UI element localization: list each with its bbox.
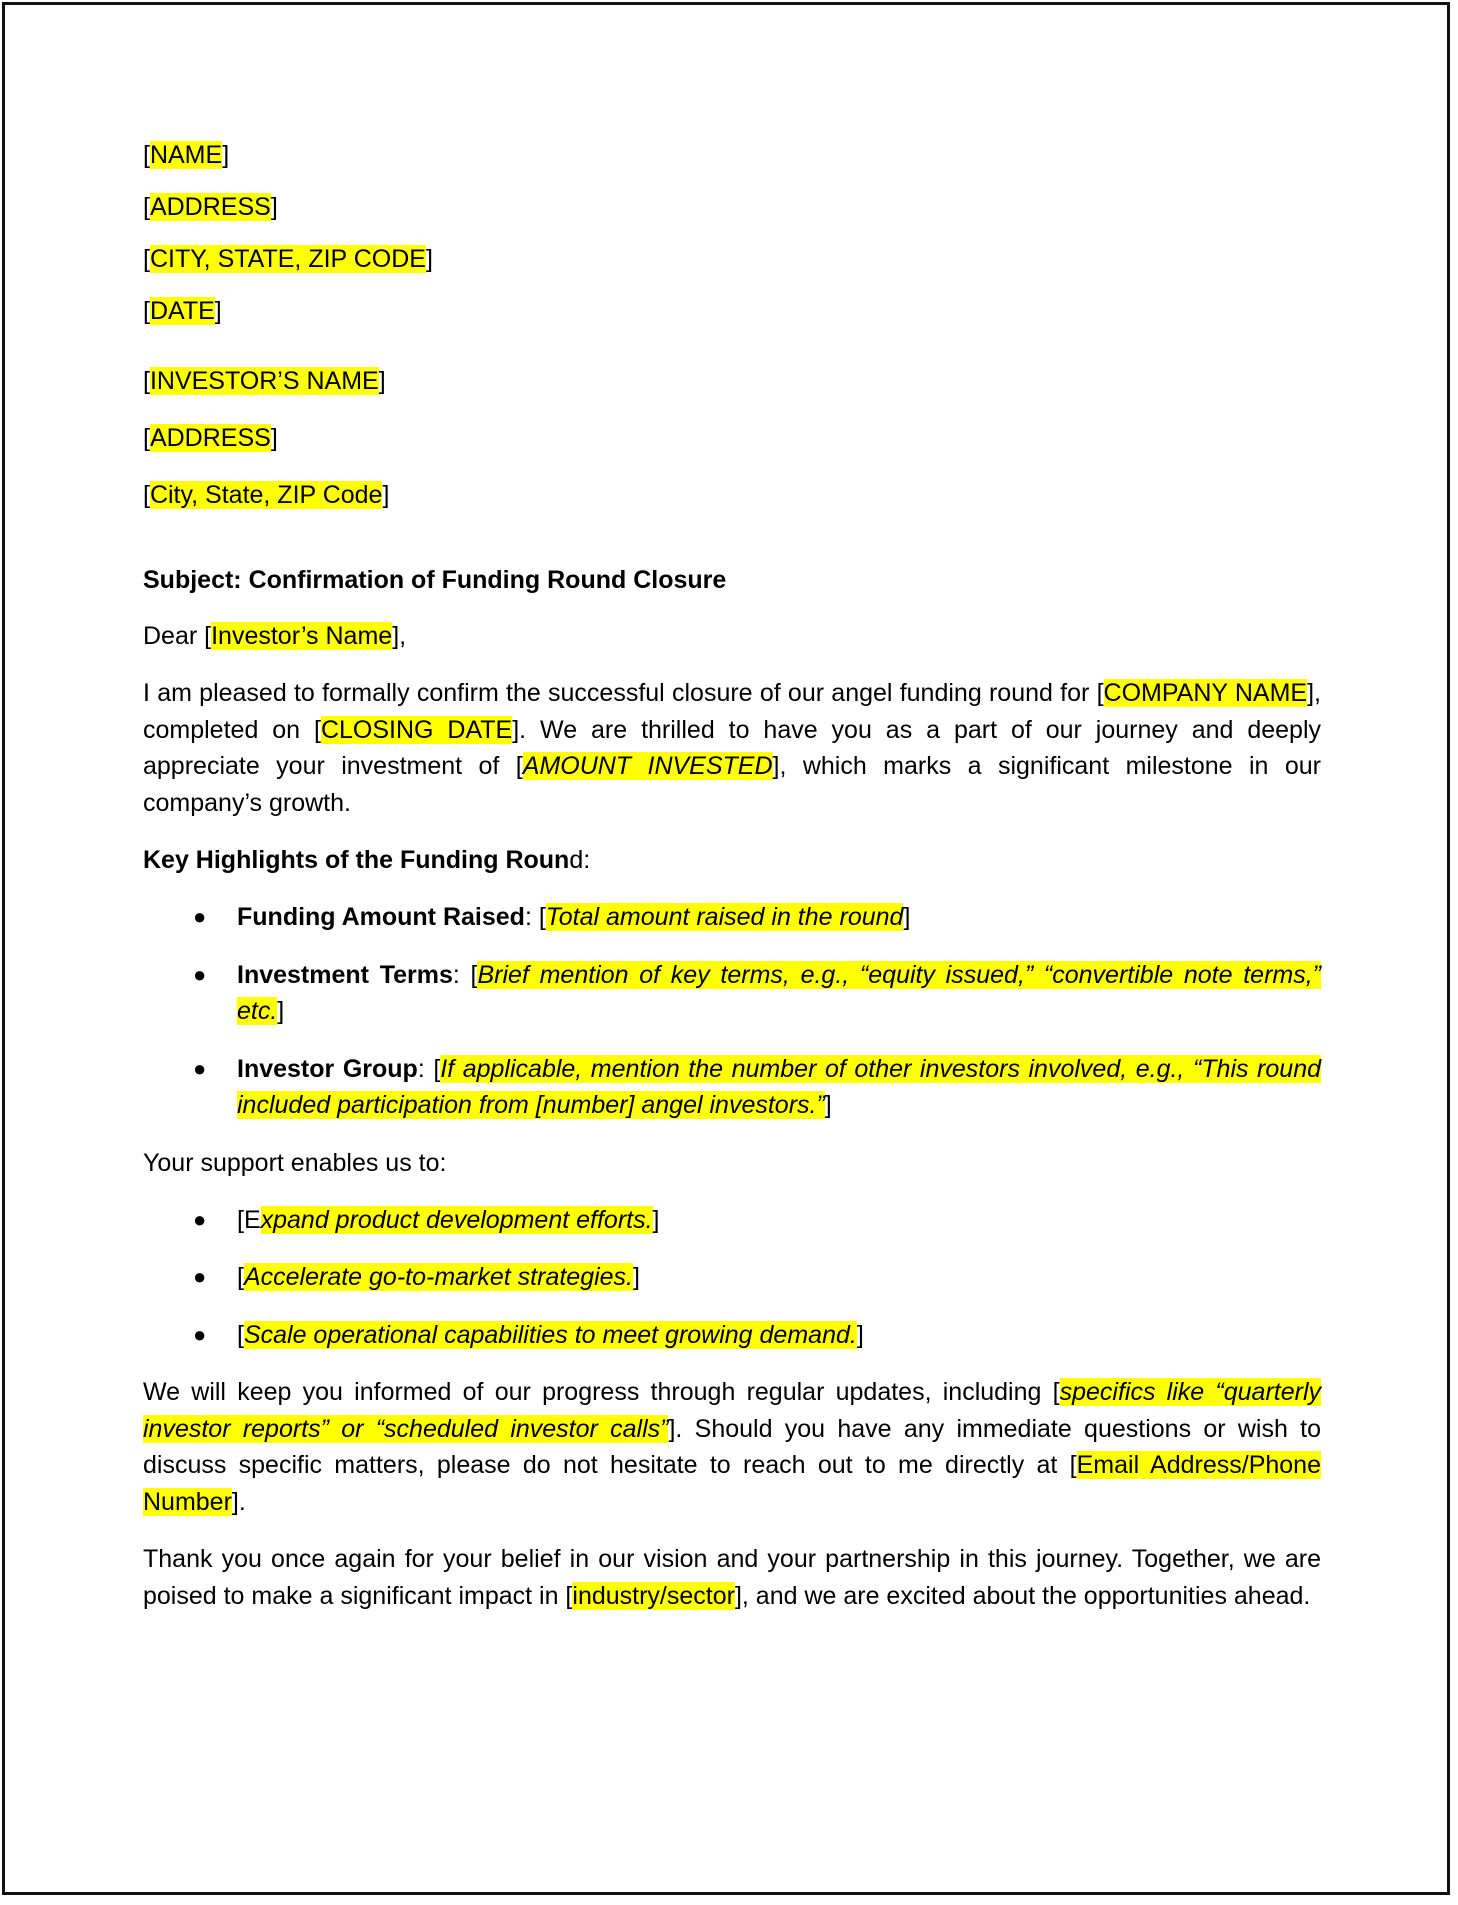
support-list	[143, 1202, 1321, 1354]
bullet-icon: ●	[193, 904, 207, 929]
letter-page	[2, 2, 1450, 1895]
salutation	[143, 618, 1321, 654]
highlight-sep: : [	[524, 903, 546, 931]
recipient-block	[143, 363, 1321, 513]
bullet-icon: ●	[193, 961, 207, 987]
list-item	[143, 1051, 1321, 1124]
sender-address-line: [ADDRESS]	[143, 193, 278, 221]
contact-placeholder: Email Address/Phone Number	[143, 1451, 1321, 1516]
closing-text-1: Thank you once again for your belief in our vision and your partnership in this journey. Together, we are poised to make a significant impact in [	[143, 1545, 1321, 1610]
recipient-address-line: [ADDRESS]	[143, 424, 278, 452]
subject-text: Subject: Confirmation of Funding Round Closure	[143, 566, 727, 594]
sender-name: NAME	[149, 141, 223, 169]
letter-body	[143, 137, 1321, 1614]
sender-address: ADDRESS	[149, 193, 271, 221]
list-item	[143, 957, 1321, 1030]
highlight-end: ]	[903, 903, 911, 931]
sender-city-line: [CITY, STATE, ZIP CODE]	[143, 245, 433, 273]
intro-text-3: ]. We are thrilled to have you as a part of our journey and deeply appreciate your investment of [	[143, 715, 1321, 780]
highlight-text: Total amount raised in the round	[545, 903, 904, 931]
subject-line	[143, 562, 1321, 598]
bullet-icon: ●	[193, 1321, 207, 1347]
highlights-list	[143, 899, 1321, 1124]
intro-text-4: ], which marks a significant milestone in our company’s growth.	[143, 752, 1321, 817]
recipient-name: INVESTOR’S NAME	[149, 367, 379, 395]
highlight-text: If applicable, mention the number of other investors involved, e.g., “This round included participation from [number] angel investors.”	[237, 1054, 1321, 1119]
sender-city-state-zip: CITY, STATE, ZIP CODE	[149, 245, 426, 273]
highlight-label: Investment Terms	[237, 960, 453, 989]
support-text: Accelerate go-to-market strategies.	[243, 1263, 634, 1291]
support-end: ]	[652, 1205, 660, 1234]
salutation-suffix: ],	[392, 622, 407, 650]
amount-invested-placeholder: AMOUNT INVESTED	[522, 752, 773, 780]
salutation-prefix: Dear [	[143, 622, 212, 650]
highlight-end: ]	[824, 1091, 832, 1119]
recipient-name-line: [INVESTOR’S NAME]	[143, 367, 386, 395]
highlight-sep: : [	[417, 1054, 441, 1083]
updates-text-1: We will keep you informed of our progress through regular updates, including [	[143, 1378, 1060, 1406]
intro-text-2: ], completed on [	[143, 679, 1321, 744]
support-text: Scale operational capabilities to meet growing demand.	[243, 1320, 857, 1349]
bullet-icon: ●	[193, 1055, 207, 1081]
highlight-end: ]	[277, 997, 285, 1025]
closing-paragraph	[143, 1541, 1321, 1614]
support-lead: [	[237, 1263, 244, 1291]
support-lead: [E	[237, 1205, 261, 1234]
updates-paragraph	[143, 1374, 1321, 1520]
bullet-icon: ●	[193, 1264, 207, 1289]
closing-text-2: ], and we are excited about the opportunities ahead.	[734, 1581, 1311, 1610]
intro-text-1: I am pleased to formally confirm the successful closure of our angel funding round for [	[143, 679, 1104, 707]
support-end: ]	[856, 1320, 864, 1349]
letter-date: DATE	[149, 297, 215, 325]
recipient-city-line: [City, State, ZIP Code]	[143, 481, 390, 509]
industry-placeholder: industry/sector	[572, 1581, 735, 1610]
highlights-heading-bold: Key Highlights of the Funding Roun	[143, 846, 570, 874]
salutation-name: Investor’s Name	[211, 622, 393, 650]
highlights-heading	[143, 842, 1321, 878]
company-name-placeholder: COMPANY NAME	[1103, 679, 1308, 707]
updates-text-2: ]. Should you have any immediate questions or wish to discuss specific matters, please do not hesitate to reach out to me directly at [	[143, 1414, 1321, 1479]
support-intro: Your support enables us to:	[143, 1148, 447, 1177]
highlight-label: Investor Group	[237, 1054, 418, 1083]
list-item	[143, 1259, 1321, 1296]
support-lead: [	[237, 1320, 244, 1349]
bullet-icon: ●	[193, 1206, 207, 1232]
list-item	[143, 1317, 1321, 1354]
recipient-address: ADDRESS	[149, 424, 271, 452]
support-end: ]	[633, 1263, 640, 1291]
highlight-label: Funding Amount Raised	[237, 903, 525, 931]
sender-block	[143, 137, 1321, 329]
highlights-heading-rest: d:	[569, 846, 591, 874]
sender-name-line: [NAME]	[143, 141, 230, 169]
intro-paragraph	[143, 675, 1321, 821]
closing-date-placeholder: CLOSING DATE	[320, 715, 513, 744]
recipient-city-state-zip: City, State, ZIP Code	[149, 481, 383, 509]
list-item	[143, 899, 1321, 936]
date-line: [DATE]	[143, 297, 222, 325]
list-item	[143, 1202, 1321, 1239]
support-text: xpand product development efforts.	[260, 1205, 653, 1234]
highlight-text: Brief mention of key terms, e.g., “equity issued,” “convertible note terms,” etc.	[237, 960, 1321, 1025]
updates-text-3: ].	[231, 1487, 246, 1516]
highlight-sep: : [	[452, 960, 478, 989]
update-specifics-placeholder: specifics like “quarterly investor reports” or “scheduled investor calls”	[143, 1378, 1321, 1443]
